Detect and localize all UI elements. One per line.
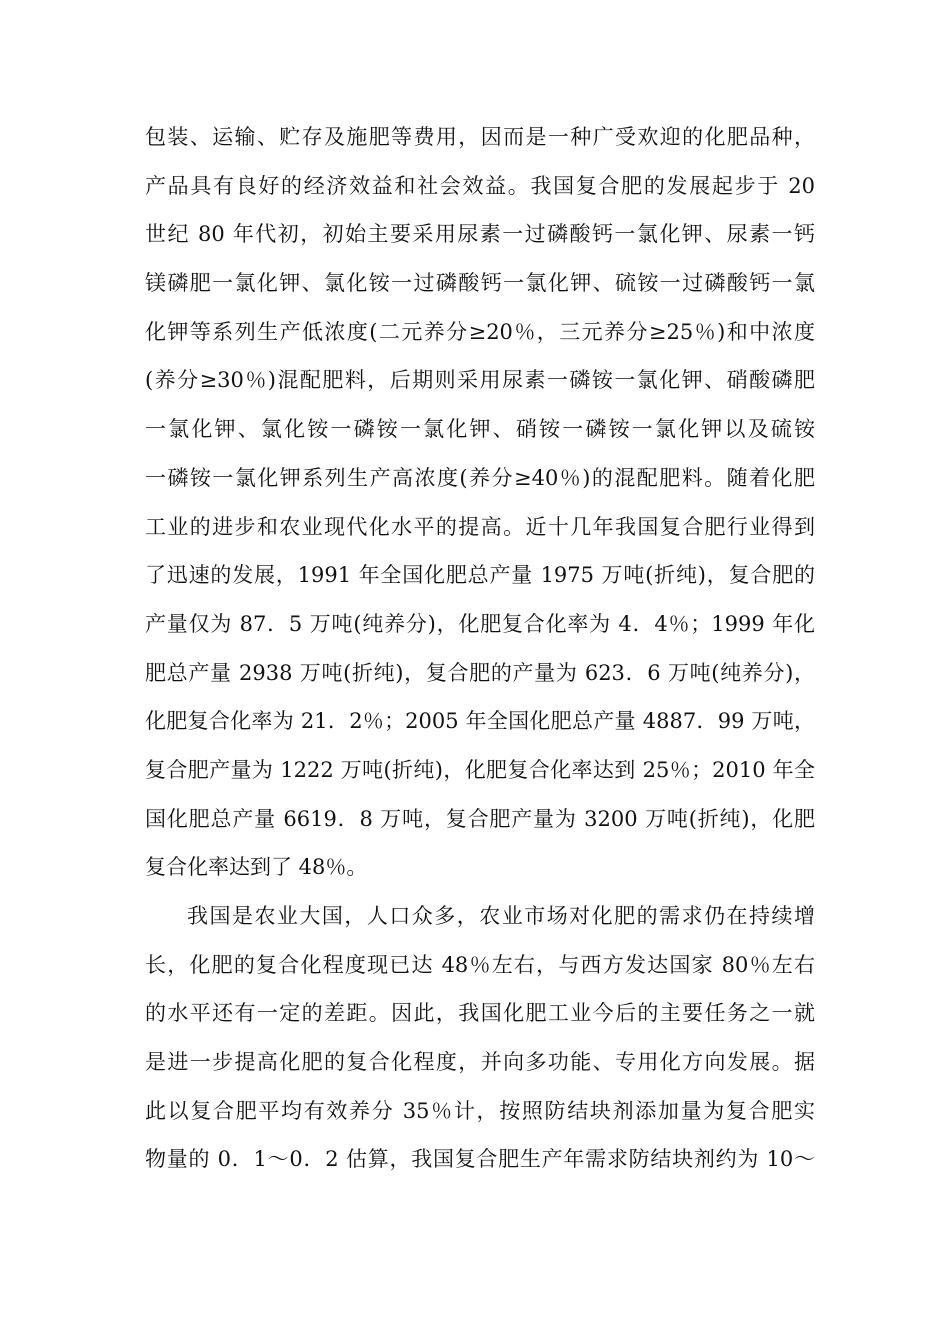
text-line: 化肥复合化率为 21．2％；2005 年全国化肥总产量 4887．99 万吨， [145, 709, 815, 734]
text-line: 一磷铵一氯化钾系列生产高浓度(养分≥40％)的混配肥料。随着化肥 [145, 465, 815, 490]
text-line: 国化肥总产量 6619．8 万吨，复合肥产量为 3200 万吨(折纯)，化肥 [145, 806, 815, 831]
text-line: 复合肥产量为 1222 万吨(折纯)，化肥复合化率达到 25％；2010 年全 [145, 757, 815, 782]
text-line: 工业的进步和农业现代化水平的提高。近十几年我国复合肥行业得到 [145, 514, 815, 539]
text-line: 一氯化钾、氯化铵一磷铵一氯化钾、硝铵一磷铵一氯化钾以及硫铵 [145, 417, 815, 442]
paragraph [145, 113, 815, 892]
text-line: 复合化率达到了 48％。 [145, 855, 368, 880]
text-line: 的水平还有一定的差距。因此，我国化肥工业今后的主要任务之一就 [145, 1001, 815, 1026]
text-line: 是进一步提高化肥的复合化程度，并向多功能、专用化方向发展。据 [145, 1050, 815, 1075]
text-line: 包装、运输、贮存及施肥等费用，因而是一种广受欢迎的化肥品种， [145, 125, 815, 149]
text-line: (养分≥30％)混配肥料，后期则采用尿素一磷铵一氯化钾、硝酸磷肥 [145, 368, 815, 393]
text-line: 我国是农业大国，人口众多，农业市场对化肥的需求仍在持续增 [187, 904, 815, 928]
text-line: 世纪 80 年代初，初始主要采用尿素一过磷酸钙一氯化钾、尿素一钙 [145, 222, 815, 247]
text-line: 长，化肥的复合化程度现已达 48％左右，与西方发达国家 80％左右 [145, 952, 815, 977]
paragraph [145, 892, 815, 1184]
text-line: 物量的 0．1～0．2 估算，我国复合肥生产年需求防结块剂约为 10～ [145, 1147, 815, 1172]
text-line: 此以复合肥平均有效养分 35％计，按照防结块剂添加量为复合肥实 [145, 1098, 815, 1123]
text-line: 了迅速的发展，1991 年全国化肥总产量 1975 万吨(折纯)，复合肥的 [145, 563, 815, 588]
text-line: 产量仅为 87．5 万吨(纯养分)，化肥复合化率为 4．4％；1999 年化 [145, 611, 815, 636]
text-line: 产品具有良好的经济效益和社会效益。我国复合肥的发展起步于 20 [145, 173, 815, 198]
text-line: 化钾等系列生产低浓度(二元养分≥20％，三元养分≥25％)和中浓度 [145, 319, 815, 344]
document-body [145, 113, 815, 1184]
text-line: 肥总产量 2938 万吨(折纯)，复合肥的产量为 623．6 万吨(纯养分)， [145, 660, 815, 685]
text-line: 镁磷肥一氯化钾、氯化铵一过磷酸钙一氯化钾、硫铵一过磷酸钙一氯 [145, 271, 815, 296]
